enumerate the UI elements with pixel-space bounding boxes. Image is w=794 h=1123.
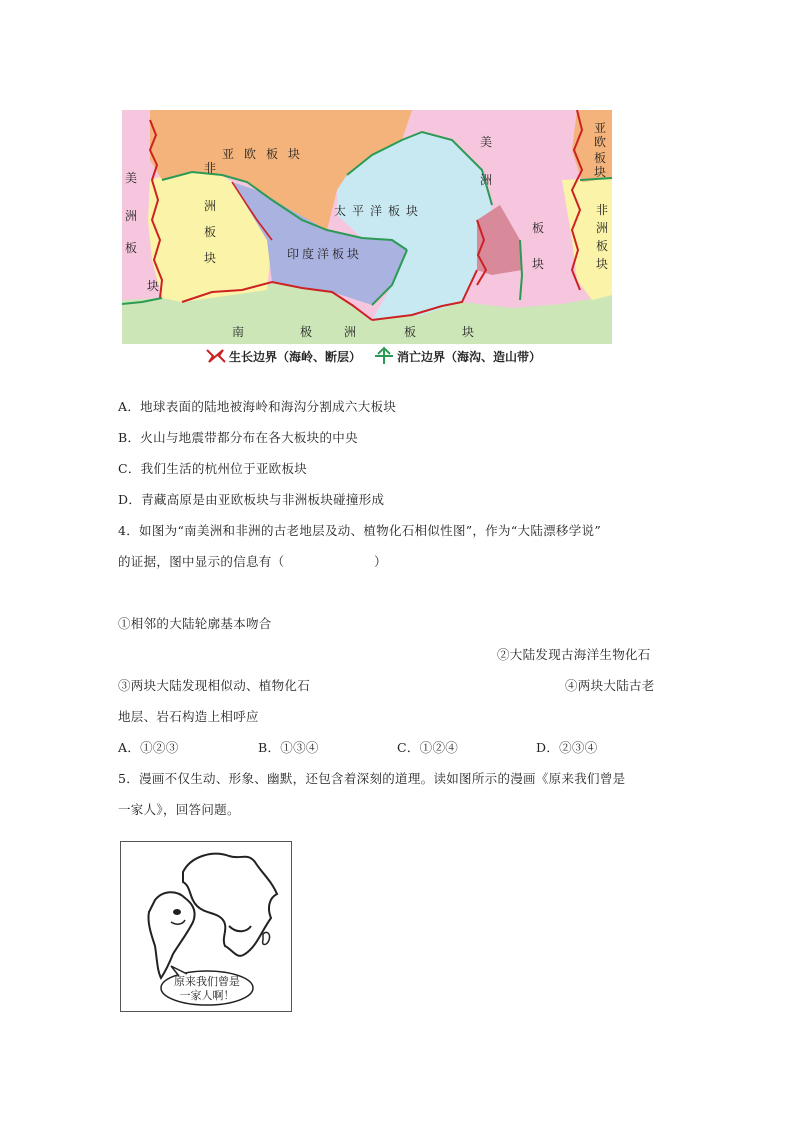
bubble-text-line2: 一家人啊！ [179, 989, 235, 1002]
plate-map-svg [122, 110, 612, 344]
plate-map [122, 110, 612, 366]
label-pacific-plate: 太平洋板块 [334, 204, 425, 218]
label-african-right-3: 板 [596, 239, 609, 253]
label-african-right-1: 非 [596, 203, 609, 217]
q4-item-2: ②大陆发现古海洋生物化石 [497, 647, 651, 662]
label-eurasian-right-3: 板 [594, 151, 607, 165]
label-african-plate-3: 板 [204, 225, 217, 239]
label-american-left-3: 板 [125, 241, 138, 255]
label-american-left-2: 洲 [125, 209, 138, 223]
label-eurasian-plate: 亚欧板块 [222, 147, 311, 161]
q4-item-4-end: 地层、岩石构造上相呼应 [118, 709, 259, 724]
label-antarctic-3: 洲 [344, 325, 357, 339]
bubble-text-line1: 原来我们曾是 [174, 975, 240, 988]
q5-stem-line2: 一家人》，回答问题。 [118, 802, 240, 817]
label-african-plate-2: 洲 [204, 199, 217, 213]
q4-choice-c: C．①②④ [397, 740, 459, 755]
continents-comic [120, 841, 292, 1012]
label-antarctic-4: 板 [404, 325, 417, 339]
q3-option-a: A．地球表面的陆地被海岭和海沟分割成六大板块 [118, 399, 397, 414]
madagascar-outline [263, 932, 270, 944]
label-eurasian-right-4: 块 [594, 165, 607, 179]
q4-choice-b: B．①③④ [258, 740, 319, 755]
label-antarctic-2: 极 [300, 325, 313, 339]
label-african-right-2: 洲 [596, 221, 609, 235]
label-american-left-1: 美 [125, 171, 138, 185]
label-eurasian-right-2: 欧 [594, 135, 607, 149]
label-american-right-1: 美 [480, 135, 493, 149]
subduction-boundary-legend-icon [373, 346, 395, 366]
label-american-right-2: 洲 [480, 173, 493, 187]
south-america-eye [173, 909, 181, 915]
label-american-right-3: 板 [532, 221, 545, 235]
label-african-plate-1: 非 [204, 161, 217, 175]
q3-option-c: C．我们生活的杭州位于亚欧板块 [118, 461, 308, 476]
legend-growth-label: 生长边界（海岭、断层） [229, 350, 362, 364]
q4-item-1: ①相邻的大陆轮廓基本吻合 [118, 616, 272, 631]
south-america-outline [148, 892, 194, 978]
q3-option-d: D．青藏高原是由亚欧板块与非洲板块碰撞形成 [118, 492, 385, 507]
label-antarctic-1: 南 [232, 325, 245, 339]
map-legend [205, 346, 545, 366]
label-african-plate-4: 块 [204, 251, 217, 265]
q4-choice-a: A．①②③ [118, 740, 179, 755]
label-antarctic-5: 块 [462, 325, 475, 339]
comic-drawing [121, 842, 290, 1010]
legend-subduction-label: 消亡边界（海沟、造山带） [397, 350, 542, 364]
label-indo-australian-plate: 印度洋板块 [287, 247, 363, 261]
q3-option-b: B．火山与地震带都分布在各大板块的中央 [118, 430, 358, 445]
q4-item-3: ③两块大陆发现相似动、植物化石 [118, 678, 311, 693]
q4-stem-line2: 的证据，图中显示的信息有（ ） [118, 554, 387, 569]
label-eurasian-right-1: 亚 [594, 121, 607, 135]
q4-stem-line1: 4．如图为“南美洲和非洲的古老地层及动、植物化石相似性图”，作为“大陆漂移学说” [118, 523, 602, 538]
q4-choice-d: D．②③④ [536, 740, 598, 755]
q5-stem-line1: 5．漫画不仅生动、形象、幽默，还包含着深刻的道理。读如图所示的漫画《原来我们曾是 [118, 771, 626, 786]
label-african-right-4: 块 [596, 257, 609, 271]
q4-item-4-start: ④两块大陆古老 [565, 678, 655, 693]
growth-boundary-legend-icon [205, 346, 227, 366]
label-american-right-4: 块 [532, 257, 545, 271]
label-american-left-4: 块 [147, 279, 160, 293]
